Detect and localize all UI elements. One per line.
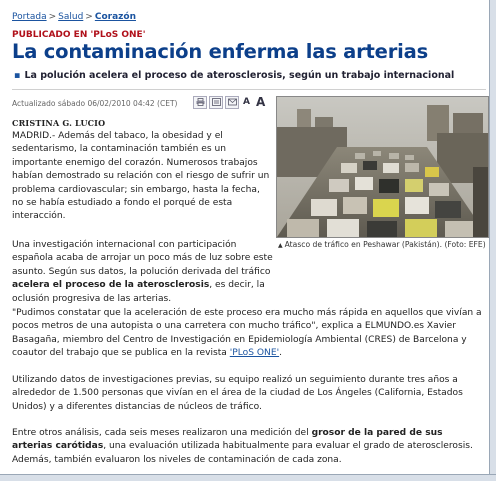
plos-one-link[interactable]: 'PLoS ONE' xyxy=(229,348,280,359)
paragraph-bold-text: grosor de la pared de sus arterias carótidas xyxy=(12,428,443,452)
article-subtitle xyxy=(14,70,454,81)
divider xyxy=(12,89,486,90)
paragraph-text: Entre otros análisis, cada seis meses realizaron una medición del xyxy=(12,428,312,438)
share-icon[interactable] xyxy=(209,96,223,109)
breadcrumb-separator: > xyxy=(48,12,57,22)
photo-caption-text: Atasco de tráfico en Peshawar (Pakistán). (Foto: EFE) xyxy=(284,240,486,249)
email-icon[interactable] xyxy=(225,96,239,109)
paragraph-text: Una investigación internacional con participación española acaba de arrojar un poco más de luz sobre este asunto. Según sus datos, la polución derivada del tráfico xyxy=(12,240,273,277)
window-frame-right xyxy=(489,0,496,480)
article-paragraph xyxy=(12,427,482,467)
font-increase-button[interactable]: A xyxy=(255,95,266,109)
breadcrumb-corazon[interactable]: Corazón xyxy=(94,12,136,22)
bullet-icon: ▪ xyxy=(14,70,21,81)
article-updated: Actualizado sábado 06/02/2010 04:42 (CET) xyxy=(12,99,178,108)
print-icon[interactable] xyxy=(193,96,207,109)
article-author: CRISTINA G. LUCIO xyxy=(12,118,106,128)
article-subtitle-text: La polución acelera el proceso de aterosclerosis, según un trabajo internacional xyxy=(24,70,455,81)
paragraph-text: , una evaluación utilizada habitualmente para evaluar el grado de aterosclerosis. Además, también evaluaron los niveles de contaminación de cada zona. xyxy=(12,441,473,465)
breadcrumb xyxy=(12,12,136,22)
paragraph-text: "Pudimos constatar que la aceleración de este proceso era mucho más rápida en aquellos que vivían a pocos metros de una autopista o una carretera con mucho tráfico", explica a ELMUNDO.es Xavier Basagaña, miembro del Centro de Investigación en Epidemiología Ambiental (CRES) de Barcelona y coautor del trabajo que se publica en la revista xyxy=(12,308,482,359)
article-title: La contaminación enferma las arterias xyxy=(12,40,428,63)
paragraph-text: . xyxy=(279,348,282,359)
article-paragraph xyxy=(12,239,274,306)
article-paragraph: MADRID.- Además del tabaco, la obesidad y el sedentarismo, la contaminación también es un importante enemigo del corazón. Numerosos trabajos habían demostrado su relación con el riesgo de sufrir un problema cardiovascular; sin embargo, hasta la fecha, no se había estudiado a fondo el porqué de esta interacción. xyxy=(12,131,270,222)
article-paragraph xyxy=(12,307,482,361)
paragraph-bold-text: acelera el proceso de la aterosclerosis xyxy=(12,280,210,291)
paragraph-text: , es decir, la oclusión progresiva de las arterias. xyxy=(12,280,265,304)
article-photo xyxy=(276,96,489,238)
breadcrumb-salud[interactable]: Salud xyxy=(58,12,84,22)
photo-caption xyxy=(278,239,488,251)
article-kicker: PUBLICADO EN 'PLoS ONE' xyxy=(12,30,146,40)
breadcrumb-portada[interactable]: Portada xyxy=(12,12,47,22)
font-decrease-button[interactable]: A xyxy=(243,97,250,107)
breadcrumb-separator: > xyxy=(85,12,93,22)
article-tools xyxy=(193,95,267,109)
article-paragraph: Utilizando datos de investigaciones previas, su equipo realizó un seguimiento durante tres años a alrededor de 1.500 personas que vivían en el área de la ciudad de Los Ángeles (California, Estados Unidos) y a diferentes distancias de núcleos de tráfico. xyxy=(12,375,463,412)
caption-arrow-icon: ▲ xyxy=(278,242,283,249)
